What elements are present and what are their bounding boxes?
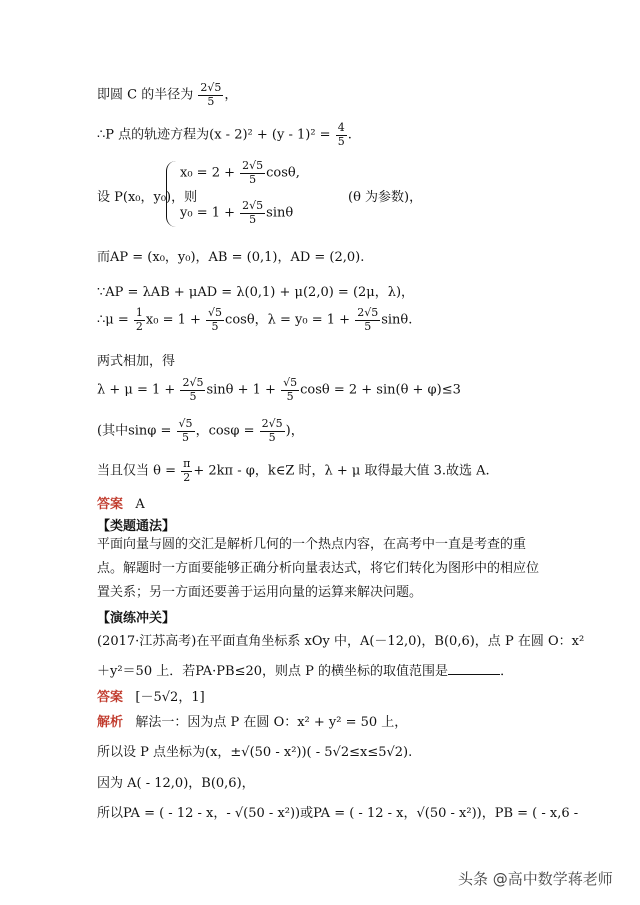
fraction: $\frac{4}{5}$ [337,121,345,148]
answer-label: 答案 [97,690,124,705]
mu-lambda-expression: ∴μ = $\frac{1}{2}$ x₀ = 1 + $\frac{√5}{5}$ cosθ，λ = y₀ = 1 + $\frac{2√5}{5}$ sinθ. [97,306,413,333]
solution-label: 解析 [97,715,124,730]
section-title-method: 【类题通法】 [97,519,176,534]
solution-line-2: 所以设 P 点坐标为(x，±√(50 - x²))( - 5√2≤x≤5√2). [97,745,413,760]
vector-coordinates: 而AP = (x₀，y₀)，AB = (0,1)，AD = (2,0). [97,250,365,265]
answer-value: [－5√2，1] [135,690,205,705]
method-paragraph: 平面向量与圆的交汇是解析几何的一个热点内容，在高考中一直是考查的重点。解题时一方面要能够正确分析向量表达式，将它们转化为图形中的相应位置关系；另一方面还要善于运用向量的运算来解决问题。 [97,537,540,600]
phi-definition: (其中sinφ = $\frac{√5}{5}$ ，cosφ = $\frac{2√5}{5}$ )， [97,417,304,444]
answer-value: A [135,497,145,512]
vector-decomposition: ∵AP = λAB + μAD = λ(0,1) + μ(2,0) = (2μ，λ)， [97,285,415,300]
question-line-1: (2017·江苏高考)在平面直角坐标系 xOy 中，A(－12,0)，B(0,6)，点 P 在圆 O：x² [97,634,585,649]
sum-intro: 两式相加，得 [97,354,176,369]
question-line-2: ＋y²＝50 上．若PA·PB≤20，则点 P 的横坐标的取值范围是 ． [97,664,514,679]
answer-blank [448,664,500,675]
system-brace [166,161,177,227]
section-title-practice: 【演练冲关】 [97,611,176,626]
max-condition: 当且仅当 θ = $\frac{\pi}{2}$ + 2kπ - φ，k∈Z 时，λ + μ 取得最大值 3.故选 A. [97,457,490,484]
fraction: $\frac{2√5}{5}$ [200,81,222,108]
solution-line-1: 解析 解法一：因为点 P 在圆 O：x² + y² = 50 上， [97,715,408,730]
answer-label: 答案 [97,497,124,512]
param-x: x₀ = 2 + $\frac{2√5}{5}$ cosθ, [180,159,300,186]
watermark: 头条 @高中数学蒋老师 [458,870,613,888]
sum-expression: λ + μ = 1 + $\frac{2√5}{5}$ sinθ + 1 + $\frac{√5}{5}$ cosθ = 2 + sin(θ + φ)≤3 [97,376,461,403]
answer-2 [97,686,205,705]
answer-1 [97,493,145,512]
radius-line: 即圆 C 的半径为 $\frac{2√5}{5}$ ， [97,81,238,108]
parameter-note: (θ 为参数)， [348,190,423,205]
solution-line-3: 因为 A( - 12,0)，B(0,6)， [97,776,255,791]
locus-equation: ∴P 点的轨迹方程为(x - 2)² + (y - 1)² = $\frac{4}{5}$ . [97,121,352,148]
param-y: y₀ = 1 + $\frac{2√5}{5}$ sinθ [180,199,294,226]
parametric-intro: 设 P(x₀，y₀)，则 [97,190,198,205]
solution-line-4: 所以PA = ( - 12 - x，- √(50 - x²))或PA = ( - 12 - x，√(50 - x²))，PB = ( - x,6 - [97,806,579,821]
